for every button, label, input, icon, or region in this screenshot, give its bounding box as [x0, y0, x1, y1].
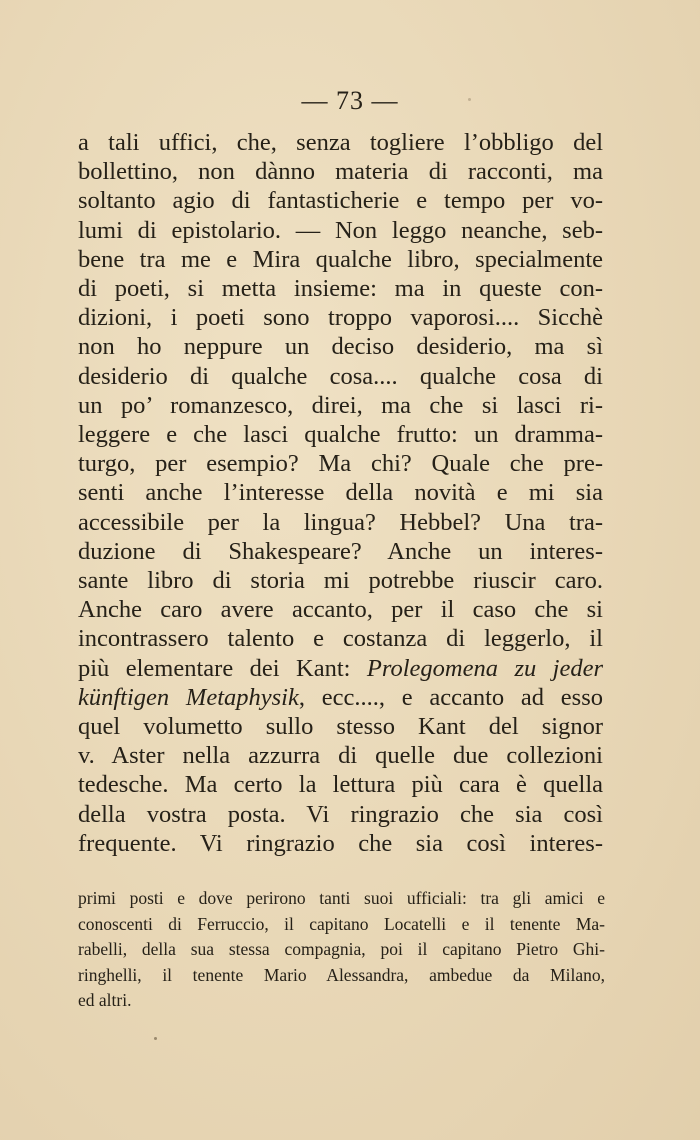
body-text: [78, 128, 603, 858]
body-line: soltanto agio di fantasticherie e tempo per vo-: [78, 187, 603, 215]
paper-speck: [468, 98, 471, 101]
body-line: lumi di epistolario. — Non leggo neanche, seb-: [78, 216, 603, 244]
body-line: incontrassero talento e costanza di leggerlo, il: [78, 625, 603, 653]
body-line: bene tra me e Mira qualche libro, specialmente: [78, 245, 603, 273]
body-line: bollettino, non dànno materia di racconti, ma: [78, 158, 603, 186]
footnote-line: ed altri.: [78, 990, 132, 1010]
body-line: accessibile per la lingua? Hebbel? Una tra-: [78, 508, 603, 536]
body-line: turgo, per esempio? Ma chi? Quale che pre-: [78, 450, 603, 478]
body-line: quel volumetto sullo stesso Kant del signor: [78, 713, 603, 741]
body-line: senti anche l’interesse della novità e mi sia: [78, 479, 603, 507]
footnote-line: primi posti e dove perirono tanti suoi ufficiali: tra gli amici e: [78, 888, 605, 908]
book-title-italic: künftigen Metaphysik: [78, 683, 299, 711]
body-line: di poeti, si metta insieme: ma in queste con-: [78, 275, 603, 303]
body-line: leggere e che lasci qualche frutto: un dramma-: [78, 421, 603, 449]
body-line: a tali uffici, che, senza togliere l’obbligo del: [78, 129, 603, 156]
body-line: tedesche. Ma certo la lettura più cara è quella: [78, 771, 603, 799]
body-line: desiderio di qualche cosa.... qualche cosa di: [78, 362, 603, 390]
body-line: non ho neppure un deciso desiderio, ma sì: [78, 333, 603, 361]
body-line: künftigen Metaphysik, ecc...., e accanto ad esso: [78, 683, 603, 711]
body-line: duzione di Shakespeare? Anche un interes-: [78, 537, 603, 565]
body-line: della vostra posta. Vi ringrazio che sia così: [78, 800, 603, 828]
page-number: — 73 —: [301, 86, 399, 115]
body-line: v. Aster nella azzurra di quelle due collezioni: [78, 742, 603, 770]
body-line: Anche caro avere accanto, per il caso che si: [78, 596, 603, 624]
body-line: un po’ romanzesco, direi, ma che si lasci ri-: [78, 391, 603, 419]
body-line: sante libro di storia mi potrebbe riuscir caro.: [78, 567, 603, 595]
footnote-line: conoscenti di Ferruccio, il capitano Locatelli e il tenente Ma-: [78, 913, 605, 934]
body-line: frequente. Vi ringrazio che sia così interes-: [78, 829, 603, 857]
footnote-line: rabelli, della sua stessa compagnia, poi il capitano Pietro Ghi-: [78, 939, 605, 959]
paper-speck: [154, 1037, 157, 1040]
footnote-line: ringhelli, il tenente Mario Alessandra, ambedue da Milano,: [78, 964, 605, 985]
body-line: dizioni, i poeti sono troppo vaporosi.... Sicchè: [78, 304, 603, 332]
footnote: [78, 886, 605, 1014]
body-line: più elementare dei Kant: Prolegomena zu jeder: [78, 654, 604, 682]
book-title-italic: Prolegomena zu jeder: [366, 654, 604, 682]
